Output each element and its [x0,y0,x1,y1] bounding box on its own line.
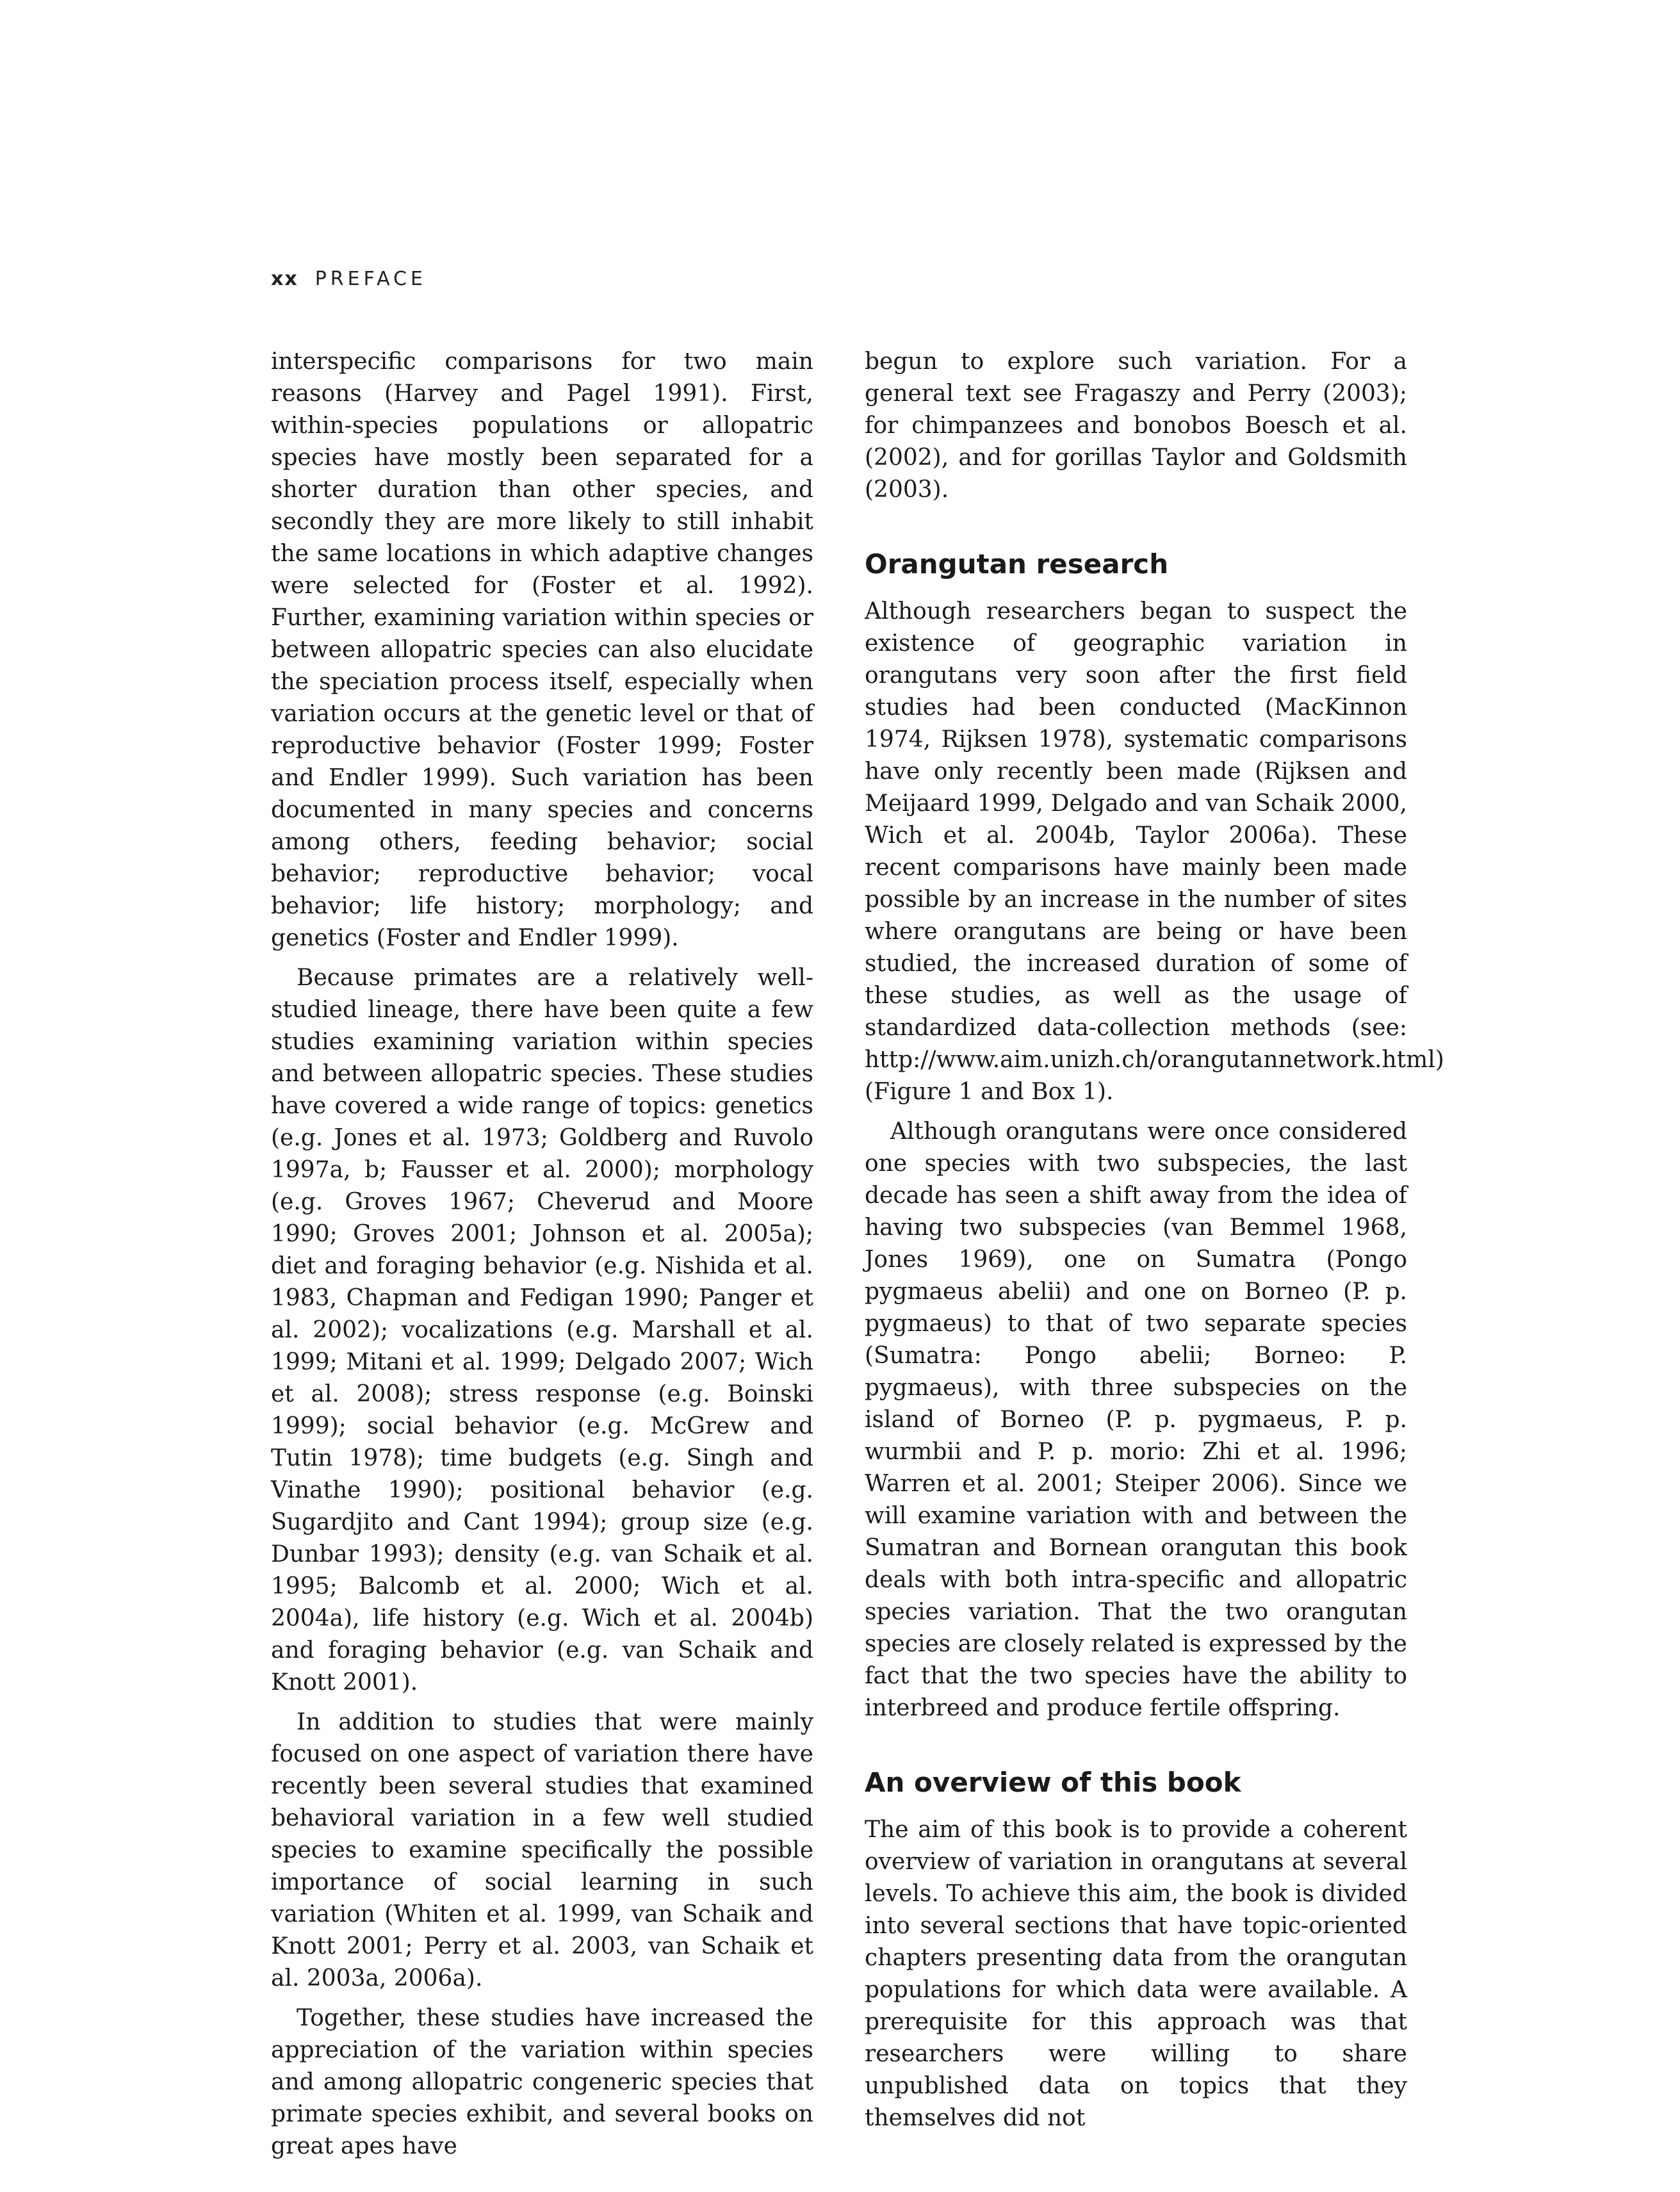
paragraph: interspecific comparisons for two main reasons (Harvey and Pagel 1991). First, within-species populations or allopatric species have mostly been separated for a shorter duration than other species, and secondly they are more likely to still inhabit the same locations in which adaptive changes were selected for (Foster et al. 1992). Further, examining variation within species or between allopatric species can also elucidate the speciation process itself, especially when variation occurs at the genetic level or that of reproductive behavior (Foster 1999; Foster and Endler 1999). Such variation has been documented in many species and concerns among others, feeding behavior; social behavior; reproductive behavior; vocal behavior; life history; morphology; and genetics (Foster and Endler 1999). [271,348,813,951]
right-column [865,346,1444,2134]
page-number: xx [271,268,298,290]
paragraph: Because primates are a relatively well-studied lineage, there have been quite a few studies examining variation within species and between allopatric species. These studies have covered a wide range of topics: genetics (e.g. Jones et al. 1973; Goldberg and Ruvolo 1997a, b; Fausser et al. 2000); morphology (e.g. Groves 1967; Cheverud and Moore 1990; Groves 2001; Johnson et al. 2005a); diet and foraging behavior (e.g. Nishida et al. 1983, Chapman and Fedigan 1990; Panger et al. 2002); vocalizations (e.g. Marshall et al. 1999; Mitani et al. 1999; Delgado 2007; Wich et al. 2008); stress response (e.g. Boinski 1999); social behavior (e.g. McGrew and Tutin 1978); time budgets (e.g. Singh and Vinathe 1990); positional behavior (e.g. Sugardjito and Cant 1994); group size (e.g. Dunbar 1993); density (e.g. van Schaik et al. 1995; Balcomb et al. 2000; Wich et al. 2004a), life history (e.g. Wich et al. 2004b) and foraging behavior (e.g. van Schaik and Knott 2001). [271,965,813,1696]
paragraph: Although researchers began to suspect the existence of geographic variation in orangutans very soon after the first field studies had been conducted (MacKinnon 1974, Rijksen 1978), systematic comparisons have only recently been made (Rijksen and Meijaard 1999, Delgado and van Schaik 2000, Wich et al. 2004b, Taylor 2006a). These recent comparisons have mainly been made possible by an increase in the number of sites where orangutans are being or have been studied, the increased duration of some of these studies, as well as the usage of standardized data-collection methods (see: http://www.aim.unizh.ch/orangutannetwork.html) (Figure 1 and Box 1). [865,598,1444,1105]
section-title: PREFACE [314,268,427,290]
paragraph: begun to explore such variation. For a general text see Fragaszy and Perry (2003); for chimpanzees and bonobos Boesch et al. (2002), and for gorillas Taylor and Goldsmith (2003). [865,348,1407,503]
paragraph: Together, these studies have increased the appreciation of the variation within species and among allopatric congeneric species that primate species exhibit, and several books on great apes have [271,2005,813,2159]
paragraph: The aim of this book is to provide a coherent overview of variation in orangutans at several levels. To achieve this aim, the book is divided into several sections that have topic-oriented chapters presenting data from the orangutan populations for which data were available. A prerequisite for this approach was that researchers were willing to share unpublished data on topics that they themselves did not [865,1817,1407,2131]
left-column [271,346,813,2163]
section-heading: Orangutan research [865,548,1169,580]
paragraph: In addition to studies that were mainly focused on one aspect of variation there have recently been several studies that examined behavioral variation in a few well studied species to examine specifically the possible importance of social learning in such variation (Whiten et al. 1999, van Schaik and Knott 2001; Perry et al. 2003, van Schaik et al. 2003a, 2006a). [271,1709,813,1992]
paragraph: Although orangutans were once considered one species with two subspecies, the last decade has seen a shift away from the idea of having two subspecies (van Bemmel 1968, Jones 1969), one on Sumatra (Pongo pygmaeus abelii) and one on Borneo (P. p. pygmaeus) to that of two separate species (Sumatra: Pongo abelii; Borneo: P. pygmaeus), with three subspecies on the island of Borneo (P. p. pygmaeus, P. p. wurmbii and P. p. morio: Zhi et al. 1996; Warren et al. 2001; Steiper 2006). Since we will examine variation with and between the Sumatran and Bornean orangutan this book deals with both intra-specific and allopatric species variation. That the two orangutan species are closely related is expressed by the fact that the two species have the ability to interbreed and produce fertile offspring. [865,1118,1407,1721]
running-head [271,268,427,290]
section-heading: An overview of this book [865,1767,1241,1798]
